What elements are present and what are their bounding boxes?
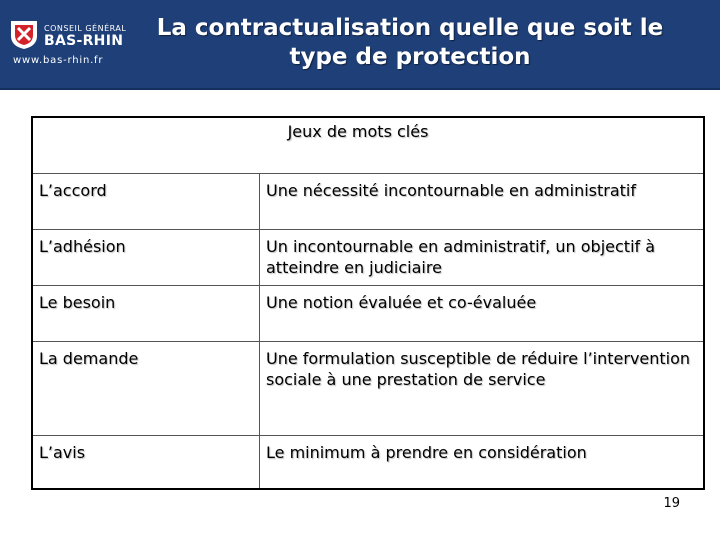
table-row xyxy=(33,436,703,488)
logo xyxy=(0,0,132,90)
table-row xyxy=(33,230,703,286)
table-row xyxy=(33,174,703,230)
logo-name: BAS-RHIN xyxy=(44,33,124,49)
term-cell: Le besoin xyxy=(39,293,116,312)
header-divider xyxy=(0,88,720,90)
keyword-table xyxy=(31,116,705,490)
logo-subtitle: CONSEIL GÉNÉRAL xyxy=(44,24,127,33)
term-cell: L’accord xyxy=(39,181,107,200)
slide-header xyxy=(0,0,720,90)
term-cell: L’adhésion xyxy=(39,237,126,256)
logo-url: www.bas-rhin.fr xyxy=(13,55,104,66)
definition-cell: Une formulation susceptible de réduire l’intervention sociale à une prestation de service xyxy=(266,349,691,389)
coat-of-arms-icon xyxy=(8,18,40,50)
definition-cell: Une notion évaluée et co-évaluée xyxy=(266,293,537,312)
table-row xyxy=(33,342,703,436)
term-cell: L’avis xyxy=(39,443,86,462)
definition-cell: Le minimum à prendre en considération xyxy=(266,443,587,462)
table-header-cell xyxy=(33,118,703,174)
table-row xyxy=(33,286,703,342)
page-number: 19 xyxy=(663,496,680,511)
definition-cell: Un incontournable en administratif, un objectif à atteindre en judiciaire xyxy=(266,237,656,277)
definition-cell: Une nécessité incontournable en administratif xyxy=(266,181,637,200)
table-header: Jeux de mots clés xyxy=(287,122,429,141)
slide-title: La contractualisation quelle que soit le type de protection xyxy=(156,15,664,70)
term-cell: La demande xyxy=(39,349,139,368)
